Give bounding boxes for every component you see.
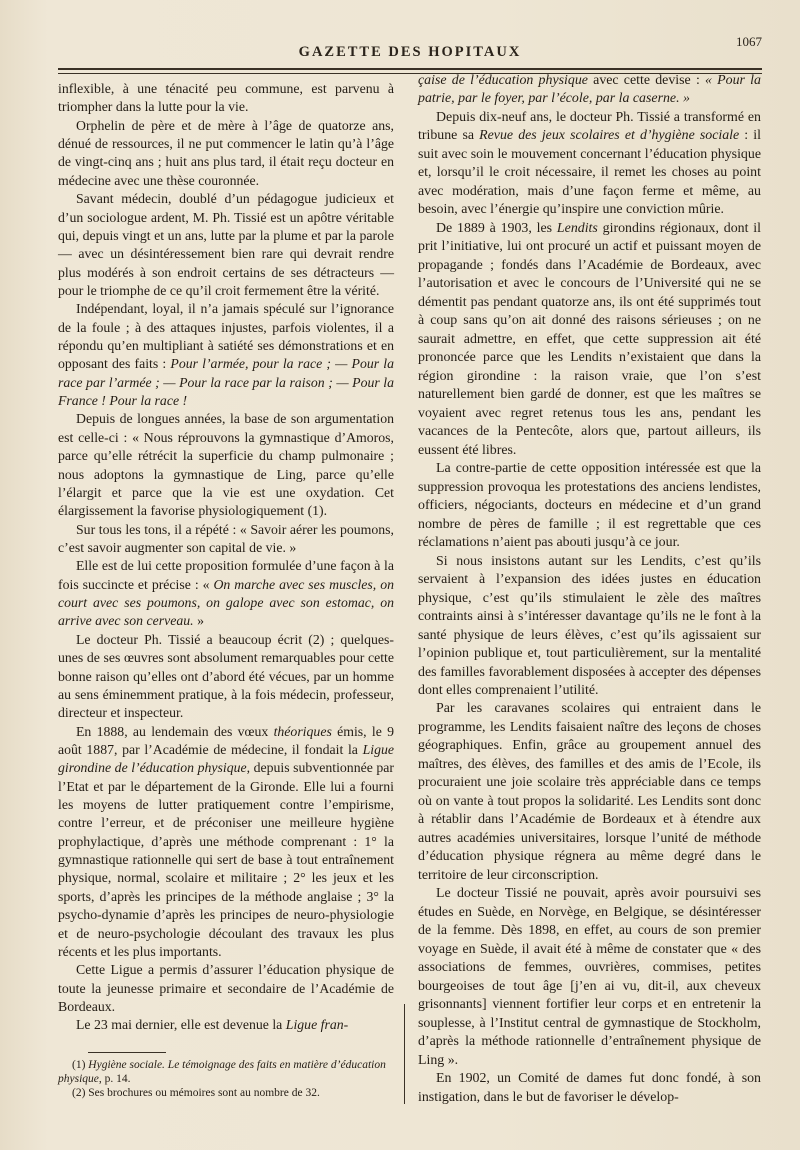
- paragraph-text: émis, le 9 août 1887, par l’Académie de médecine, il fondait la: [58, 723, 394, 757]
- paragraph: Le docteur Ph. Tissié a beaucoup écrit (2) ; quelques-unes de ses œuvres sont absolument remarquables pour cette bonne raison qu’elles ont d’abord été vécues, par un homme au sens éminemment pratique, à la fois médecin, professeur, directeur et inspecteur.: [58, 631, 394, 721]
- paragraph: Orphelin de père et de mère à l’âge de quatorze ans, dénué de ressources, il ne put commencer le latin qu’à l’âge de vingt-cinq ans ; huit ans plus tard, il était reçu docteur en médecine avec une thèse couronnée.: [58, 117, 394, 188]
- paragraph: [58, 723, 394, 962]
- footnote-1: [58, 1058, 394, 1086]
- paragraph: [58, 1016, 394, 1034]
- paragraph: [58, 557, 394, 630]
- paragraph-italic: Ligue fran-: [285, 1017, 349, 1033]
- paragraph: [58, 300, 394, 410]
- paragraph: Cette Ligue a permis d’assurer l’éducation physique de toute la jeunesse primaire et secondaire de l’Académie de Bordeaux.: [58, 962, 394, 1014]
- left-column: [58, 80, 394, 1035]
- paragraph-text: girondins régionaux, dont il prit l’initiative, lui ont procuré un actif et puissant moyen de propagande ; fondés dans l’Académie de Bordeaux, avec l’autorisation et avec le concours de l’Université qui ne se démentit pas pendant quatorze ans, ils ont été supprimés tout à coup sans qu’on ait donné des raisons sérieuses ; on ne saurait admettre, en effet, que cette suppression ait été prononcée parce que les Lendits n’existaient que dans la région girondine : la raison vraie, que l’on s’est naturellement bien gardé de donner, est que les maîtres se voyaient avec regret retenus tous les ans, pendant les vacances de la Pentecôte, alors que, partout ailleurs, ils eussent été libres.: [418, 220, 761, 458]
- right-column: [418, 72, 761, 1107]
- paragraph: Savant médecin, doublé d’un pédagogue judicieux et d’un sociologue ardent, M. Ph. Tissié est un apôtre véritable qui, depuis vingt et un ans, lutte par la plume et par la parole — avec un désintéressement bien rare qui devrait rendre plus modérés à son endroit certains de ses détracteurs — pour le triomphe de ce qu’il croit fermement être la vérité.: [58, 191, 394, 298]
- paragraph: Depuis de longues années, la base de son argumentation est celle-ci : « Nous réprouvons la gymnastique d’Amoros, parce qu’elle rétrécit la superficie du champ pulmonaire ; nous adoptons la gymnastique de Ling, parce qu’elle l’élargit et parce que la vie est une oxydation. Cet élargissement la favorise physiologiquement (1).: [58, 411, 394, 519]
- header-rule-thick: [58, 68, 762, 70]
- paragraph-text: : il suit avec soin le mouvement concernant l’éducation physique et, lorsqu’il le croit nécessaire, il remet les choses au point avec modération, mais d’une façon ferme et même, au besoin, avec l’énergie qu’inspire une conviction mûrie.: [418, 128, 761, 218]
- page-number: 1067: [736, 34, 762, 49]
- footnote-italic: Hygiène sociale. Le témoignage des faits en matière d’éducation physique: [58, 1059, 386, 1085]
- footnote-number: (1): [72, 1059, 89, 1071]
- footnote-rule: [88, 1052, 166, 1053]
- column-divider: [404, 1004, 405, 1104]
- paragraph: inflexible, à une ténacité peu commune, est parvenu à triompher dans la lutte pour la vie.: [58, 81, 394, 115]
- paragraph-text: »: [193, 613, 204, 629]
- paragraph-italic: « Pour la patrie, par le foyer, par l’école, par la caserne. »: [418, 73, 761, 107]
- paragraph: [418, 109, 761, 220]
- paragraph-italic: Ligue girondine de l’éducation physique: [58, 741, 394, 776]
- paragraph-italic: On marche avec ses muscles, on court avec ses poumons, on galope avec son estomac, on arrive avec son cerveau.: [58, 576, 394, 629]
- paragraph-text: En 1888, au lendemain des vœux: [76, 723, 274, 739]
- paragraph-text: Indépendant, loyal, il n’a jamais spéculé sur l’ignorance de la foule ; à des attaques injustes, parfois violentes, il a répondu qu’en multipliant à satiété ses démonstrations et en opposant des faits :: [58, 301, 394, 372]
- paragraph: Sur tous les tons, il a répété : « Savoir aérer les poumons, c’est savoir augmenter son capital de vie. »: [58, 521, 394, 555]
- paragraph: Le docteur Tissié ne pouvait, après avoir poursuivi ses études en Suède, en Norvège, en Belgique, se désintéresser de la femme. Dès 1898, en effet, au cours de son premier voyage en Suède, il avait été à même de constater que « des associations de femmes, ouvrières, commises, petites bourgeoises de tout âge [j’en ai vu, dit-il, aux cheveux grisonnants] viennent fortifier leur corps et en entretenir la souplesse, à l’Institut central de gymnastique de Stockholm, d’après la méthode rationnelle d’entraînement physique de Ling ».: [418, 886, 761, 1068]
- footnote-2: (2) Ses brochures ou mémoires sont au nombre de 32.: [72, 1087, 320, 1099]
- paragraph: Si nous insistons autant sur les Lendits, c’est qu’ils servaient à l’expansion des idées justes en éducation physique, c’est qu’ils stimulaient le zèle des maîtres contraints ainsi à s’intéresser davantage qu’ils ne le font à la santé physique de leurs élèves, c’est qu’ils agissaient sur l’opinion publique et, tout particulièrement, sur la mentalité des familles favorablement disposées à accepter des dépenses dont elles comprenaient l’utilité.: [418, 553, 761, 698]
- paragraph-italic: Lendits: [556, 220, 598, 236]
- paragraph-text: Depuis dix-neuf ans, le docteur Ph. Tissié a transformé en tribune sa: [418, 109, 761, 144]
- page-header: [60, 34, 762, 64]
- paragraph-text: Le 23 mai dernier, elle est devenue la: [76, 1017, 286, 1033]
- paragraph-text: avec cette devise :: [587, 73, 706, 88]
- paragraph: Par les caravanes scolaires qui entraient dans le programme, les Lendits faisaient naître des leçons de choses géographiques. Enfin, grâce au groupement annuel des maîtres, des élèves, des familles et des amis de l’Ecole, ils procuraient une joie scolaire très appréciable dans ce temps où on vante à tout propos la solidarité. Les Lendits sont donc à rétablir dans l’Académie de Bordeaux et à étendre aux autres académies universitaires, lorsque l’unité de méthode d’éducation physique régnera au même degré dans le territoire de leur circonscription.: [418, 701, 761, 883]
- paragraph-text: , depuis subventionnée par l’Etat et par le département de la Gironde. Elle lui a fourni les moyens de lutter pratiquement contre l’empirisme, contre l’erreur, et de préconiser une meilleure hygiène prophylactique, d’après une méthode comprenant : 1° la gymnastique rationnelle qui sert de base à tout entraînement physique, normal, scolaire et militaire ; 2° les jeux et les sports, d’après les principes de la méthode anglaise ; 3° la psycho-dynamie d’après les principes de neuro-physiologie et de neuro-psychologie découlant des travaux les plus récents et les plus importants.: [58, 760, 394, 959]
- paragraph-italic: Revue des jeux scolaires et d’hygiène sociale: [479, 128, 740, 144]
- paragraph-italic: théoriques: [273, 723, 332, 739]
- running-title: GAZETTE DES HOPITAUX: [298, 44, 522, 60]
- footnote-text: , p. 14.: [98, 1073, 131, 1085]
- paragraph-text: De 1889 à 1903, les: [436, 220, 557, 236]
- paragraph: [418, 72, 761, 109]
- paragraph-text: Elle est de lui cette proposition formulée d’une façon à la fois succincte et précise : «: [58, 558, 394, 592]
- paragraph-italic: Pour l’armée, pour la race ; — Pour la race par l’armée ; — Pour la race par la raison ; — Pour la France ! Pour la race !: [58, 356, 395, 409]
- footnotes: [58, 1058, 394, 1100]
- paragraph: La contre-partie de cette opposition intéressée est que la suppression provoqua les protestations des anciens lendistes, officiers, négociants, docteurs en médecine et d’un grand nombre de pères de famille ; il est regrettable que ces réclamations n’aient pas abouti jusqu’à ce jour.: [418, 461, 761, 551]
- paragraph: [418, 220, 761, 460]
- paragraph: En 1902, un Comité de dames fut donc fondé, à son instigation, dans le but de favoriser le dévelop-: [418, 1071, 761, 1105]
- paragraph-italic: çaise de l’éducation physique: [418, 73, 588, 88]
